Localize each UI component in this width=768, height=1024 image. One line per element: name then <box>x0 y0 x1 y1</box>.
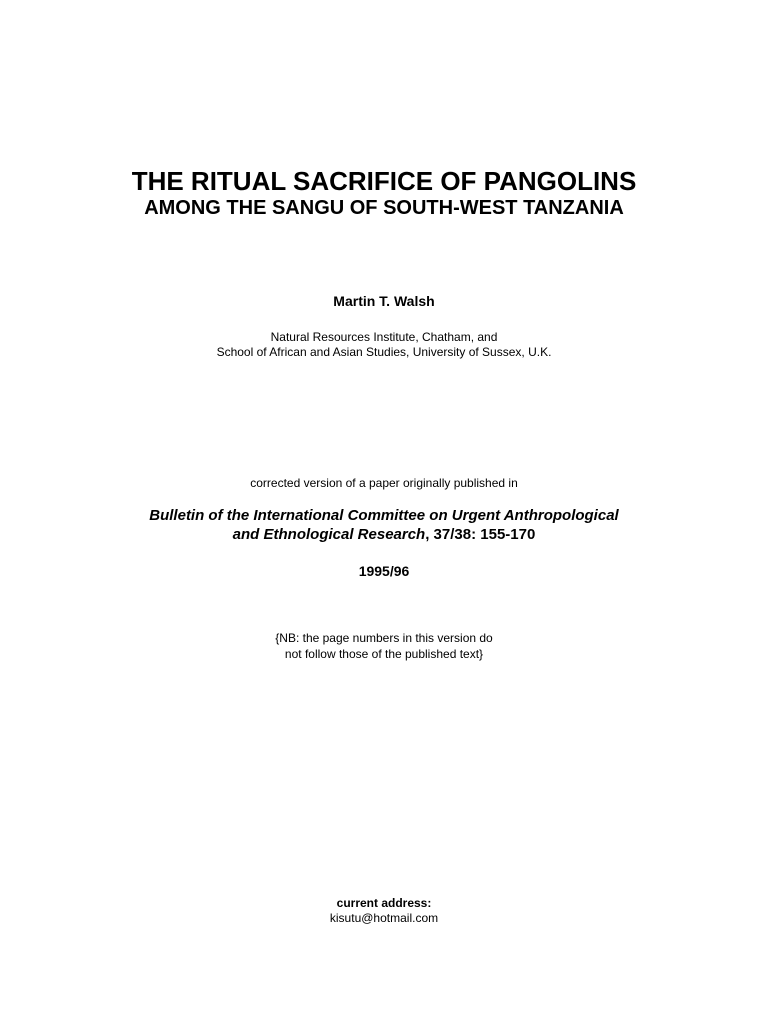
document-title: THE RITUAL SACRIFICE OF PANGOLINS <box>131 166 637 196</box>
journal-name-line-1: Bulletin of the International Committee on Urgent Anthropological <box>149 507 619 524</box>
current-address-label: current address: <box>336 896 432 910</box>
affiliation-line-2: School of African and Asian Studies, University of Sussex, U.K. <box>216 345 552 359</box>
nb-line-2: not follow those of the published text} <box>284 647 484 661</box>
publication-note: corrected version of a paper originally published in <box>250 476 518 490</box>
publication-year: 1995/96 <box>358 563 410 579</box>
page-number-note <box>0 630 768 662</box>
document-subtitle: AMONG THE SANGU OF SOUTH-WEST TANZANIA <box>144 197 624 219</box>
affiliation-line-1: Natural Resources Institute, Chatham, and <box>270 330 498 344</box>
journal-citation <box>0 506 768 544</box>
author-name: Martin T. Walsh <box>333 293 435 309</box>
journal-name-line-2: and Ethnological Research <box>232 526 426 543</box>
journal-volume-pages: , 37/38: 155-170 <box>425 526 536 543</box>
current-address-email: kisutu@hotmail.com <box>329 911 439 925</box>
nb-line-1: {NB: the page numbers in this version do <box>275 631 493 645</box>
author-affiliation <box>0 330 768 360</box>
